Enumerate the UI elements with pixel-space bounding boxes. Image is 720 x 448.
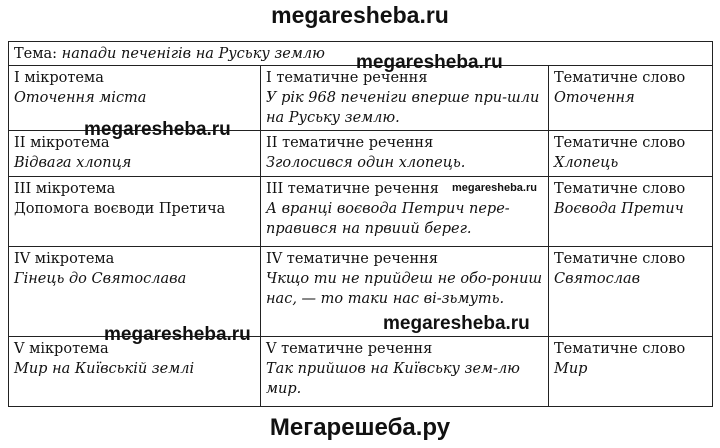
sentence-cell (261, 65, 549, 131)
word-cell (549, 65, 713, 131)
microtheme-text: Допомога воєводи Претича (14, 200, 226, 217)
sentence-label: ІІ тематичне речення (266, 135, 434, 152)
watermark-text: megaresheba.ru (104, 324, 251, 345)
word-text: Святослав (554, 270, 641, 287)
microtheme-cell (9, 337, 261, 407)
sentence-text: Чкщо ти не прийдеш не обо-рониш нас, — то таки нас ві-зьмуть. (266, 270, 543, 307)
word-label: Тематичне слово (554, 250, 686, 267)
microtheme-text: Оточення міста (14, 89, 147, 106)
table-row (9, 176, 713, 246)
microtheme-label: V мікротема (14, 341, 109, 358)
table-title-value: напади печенігів на Руську землю (61, 46, 325, 62)
microtheme-label: І мікротема (14, 69, 104, 86)
microtheme-label: ІІІ мікротема (14, 180, 116, 197)
word-cell (549, 131, 713, 176)
word-text: Воєвода Претич (554, 200, 684, 217)
theme-table (8, 41, 713, 407)
word-cell (549, 337, 713, 407)
sentence-label: ІІІ тематичне речення (266, 180, 439, 197)
sentence-cell (261, 131, 549, 176)
sentence-label: V тематичне речення (266, 341, 433, 358)
table-title-label: Тема: (14, 46, 58, 62)
word-text: Хлопець (554, 155, 619, 172)
watermark-text: megaresheba.ru (452, 182, 537, 194)
watermark-text: megaresheba.ru (383, 313, 530, 334)
word-cell (549, 176, 713, 246)
word-label: Тематичне слово (554, 180, 686, 197)
watermark-text: megaresheba.ru (84, 119, 231, 140)
watermark-text: megaresheba.ru (356, 52, 503, 73)
word-text: Оточення (554, 89, 635, 106)
site-header-title: megaresheba.ru (271, 2, 449, 28)
microtheme-label: ІІ мікротема (14, 135, 110, 152)
microtheme-text: Мир на Київській землі (14, 361, 195, 378)
table-row (9, 337, 713, 407)
microtheme-text: Відвага хлопця (14, 155, 132, 172)
word-label: Тематичне слово (554, 69, 686, 86)
word-cell (549, 246, 713, 336)
sentence-text: У рік 968 печеніги вперше при-шли на Руську землю. (266, 89, 540, 126)
sentence-label: І тематичне речення (266, 69, 428, 86)
sentence-text: Зголосився один хлопець. (266, 155, 466, 172)
microtheme-label: IV мікротема (14, 250, 115, 267)
sentence-label: IV тематичне речення (266, 250, 438, 267)
word-text: Мир (554, 361, 588, 378)
microtheme-cell (9, 176, 261, 246)
microtheme-text: Гінець до Святослава (14, 270, 187, 287)
microtheme-cell (9, 246, 261, 336)
word-label: Тематичне слово (554, 341, 686, 358)
word-label: Тематичне слово (554, 135, 686, 152)
sentence-cell (261, 337, 549, 407)
sentence-text: А вранці воєвода Петрич пере-правився на првиий берег. (266, 200, 510, 237)
sentence-text: Так прийшов на Київську зем-лю мир. (266, 361, 520, 398)
site-footer-title: Мегарешеба.ру (269, 414, 451, 441)
table-row (9, 246, 713, 336)
